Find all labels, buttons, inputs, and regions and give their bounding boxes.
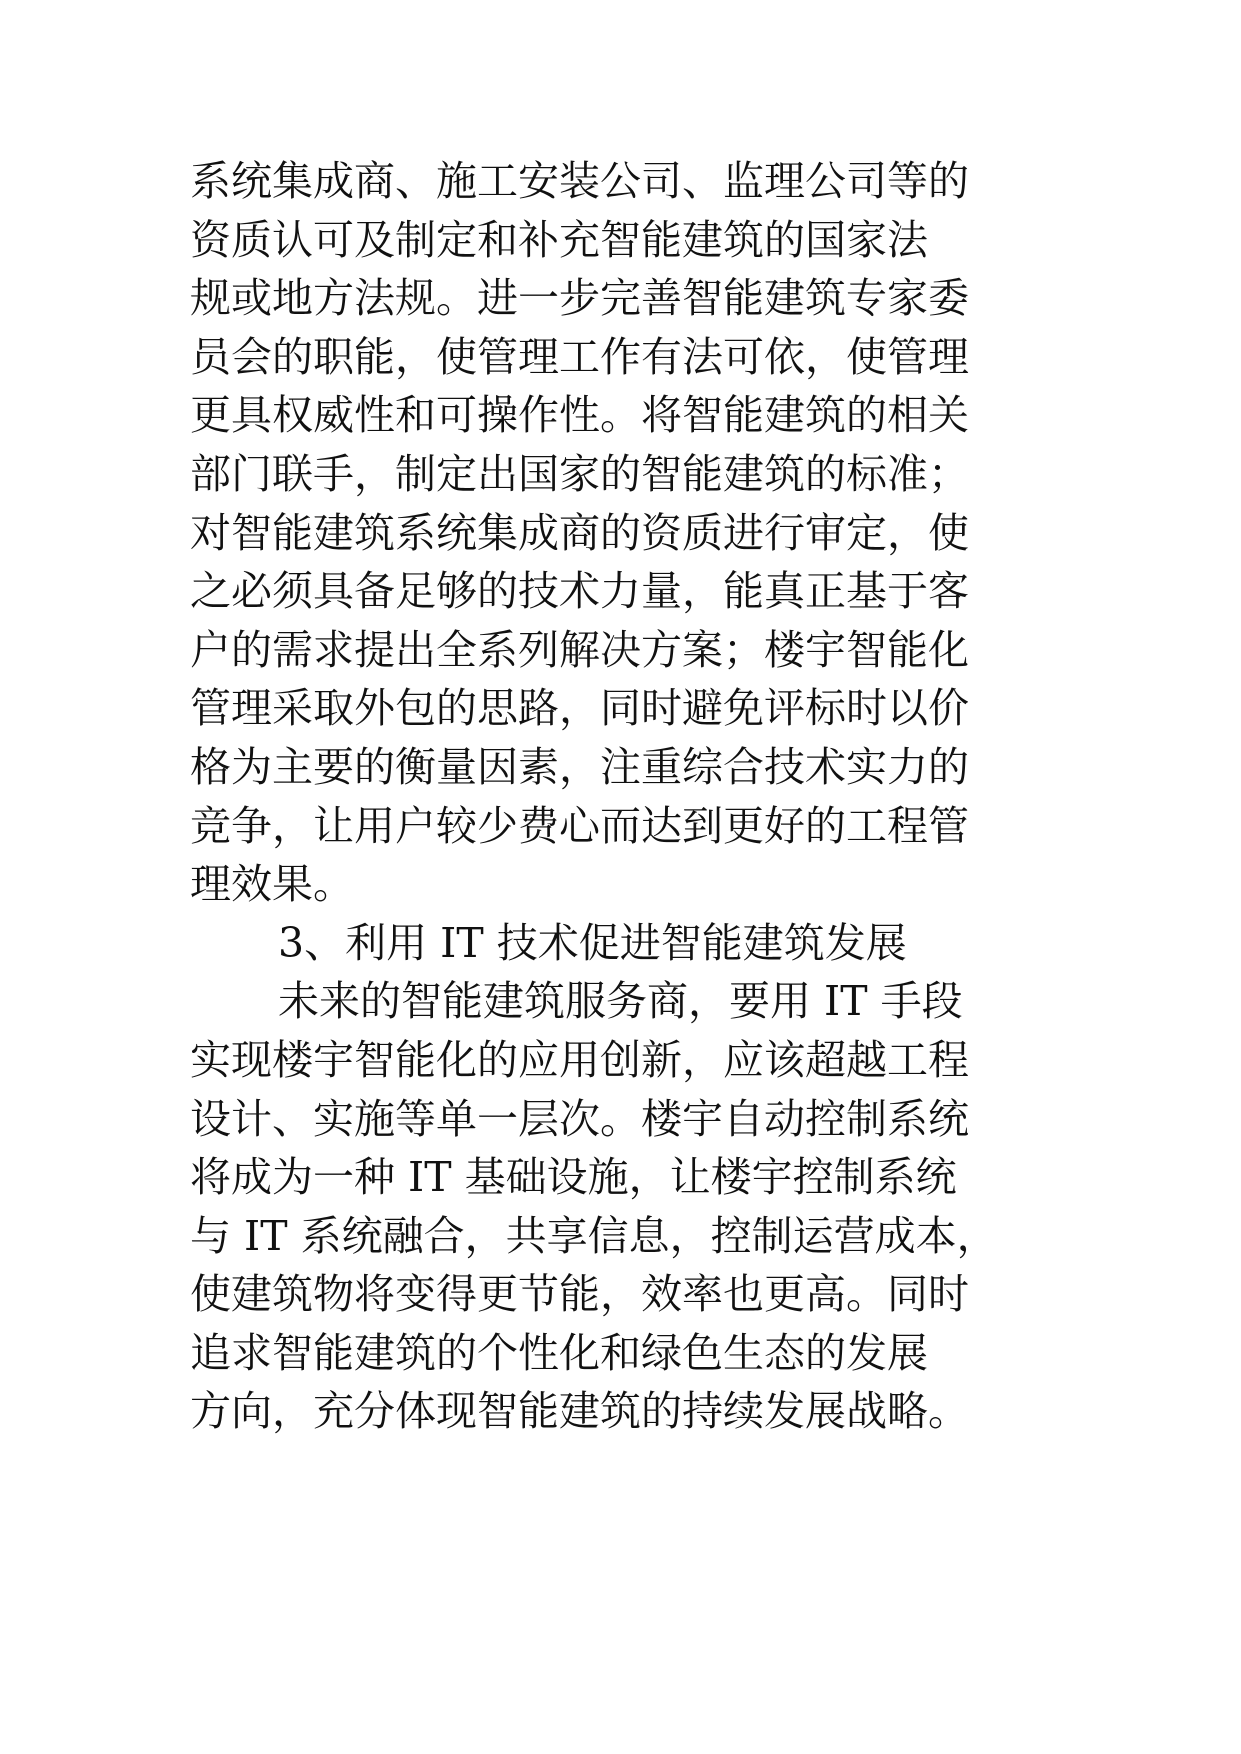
text-line: 与 IT 系统融合，共享信息，控制运营成本， bbox=[190, 1211, 998, 1260]
text-line: 规或地方法规。进一步完善智能建筑专家委 bbox=[190, 274, 969, 323]
text-line: 追求智能建筑的个性化和绿色生态的发展 bbox=[190, 1328, 928, 1377]
text-line: 将成为一种 IT 基础设施，让楼宇控制系统 bbox=[190, 1153, 957, 1202]
text-line: 3、利用 IT 技术促进智能建筑发展 bbox=[278, 918, 907, 967]
text-line: 系统集成商、施工安装公司、监理公司等的 bbox=[190, 157, 969, 205]
text-line: 管理采取外包的思路，同时避免评标时以价 bbox=[190, 684, 969, 733]
text-line: 户的需求提出全系列解决方案；楼宇智能化 bbox=[190, 625, 969, 674]
text-line: 对智能建筑系统集成商的资质进行审定，使 bbox=[190, 508, 969, 557]
text-line: 实现楼宇智能化的应用创新，应该超越工程 bbox=[190, 1035, 969, 1084]
text-line: 部门联手，制定出国家的智能建筑的标准； bbox=[190, 449, 969, 498]
body-text bbox=[190, 152, 1070, 1441]
text-line: 之必须具备足够的技术力量，能真正基于客 bbox=[190, 567, 969, 616]
text-line: 方向，充分体现智能建筑的持续发展战略。 bbox=[190, 1387, 969, 1436]
text-line: 理效果。 bbox=[190, 860, 354, 909]
text-line: 资质认可及制定和补充智能建筑的国家法 bbox=[190, 215, 928, 264]
text-line: 未来的智能建筑服务商，要用 IT 手段 bbox=[278, 977, 963, 1026]
text-line: 更具权威性和可操作性。将智能建筑的相关 bbox=[190, 391, 969, 440]
text-line: 员会的职能，使管理工作有法可依，使管理 bbox=[190, 332, 969, 381]
text-line: 竞争，让用户较少费心而达到更好的工程管 bbox=[190, 801, 969, 850]
text-line: 设计、实施等单一层次。楼宇自动控制系统 bbox=[190, 1094, 969, 1143]
text-line: 格为主要的衡量因素，注重综合技术实力的 bbox=[190, 742, 969, 791]
text-line: 使建筑物将变得更节能，效率也更高。同时 bbox=[190, 1270, 969, 1319]
